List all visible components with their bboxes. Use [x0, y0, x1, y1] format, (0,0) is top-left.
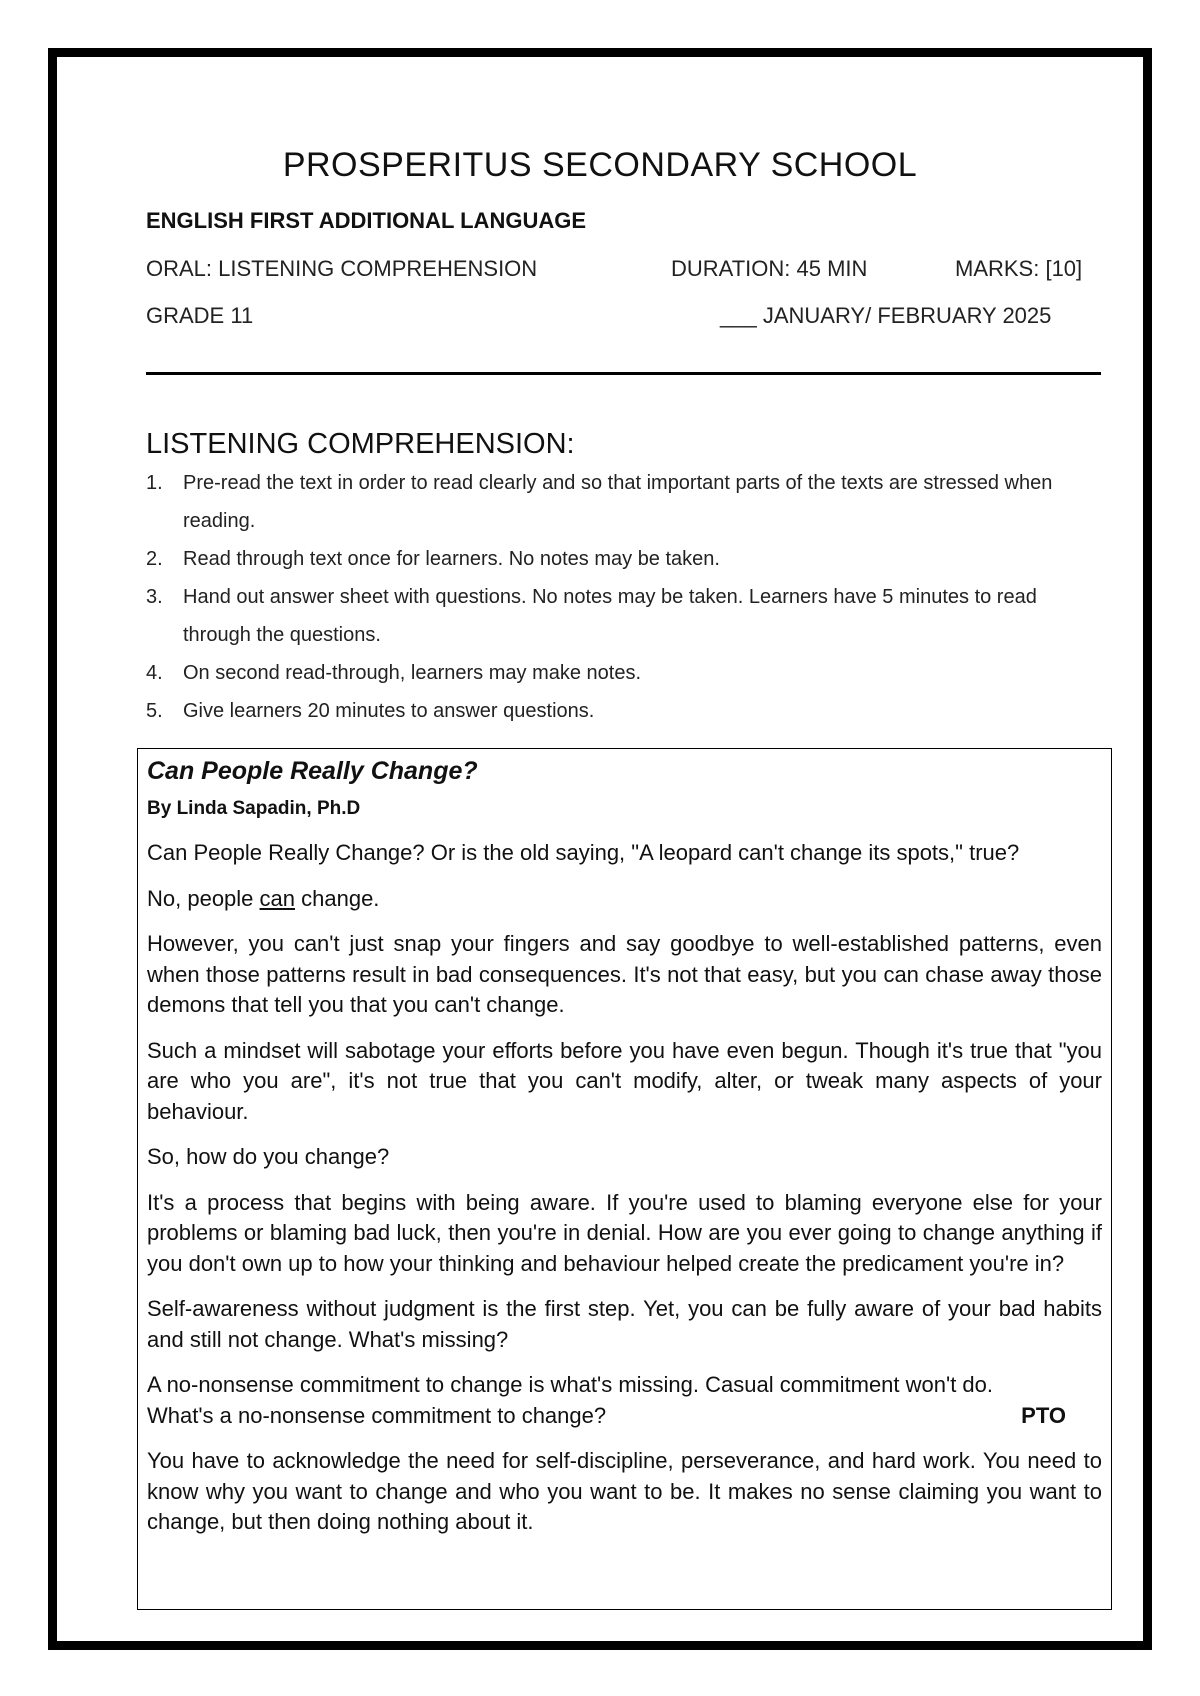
article-paragraph: You have to acknowledge the need for self-discipline, perseverance, and hard work. You need to know why you want to change and who you want to be. It makes no sense claiming you want to change, but then doing nothing about it.: [147, 1448, 1102, 1534]
subject-title: ENGLISH FIRST ADDITIONAL LANGUAGE: [146, 208, 586, 233]
article-paragraph: Such a mindset will sabotage your efforts before you have even begun. Though it's true that "you are who you are", it's not true that you can't modify, alter, or tweak many aspects of your behaviour.: [147, 1037, 1102, 1124]
paragraph-text: A no-nonsense commitment to change is what's missing. Casual commitment won't do.: [147, 1372, 994, 1397]
exam-date: ___ JANUARY/ FEBRUARY 2025: [720, 303, 1052, 328]
paragraph-text: change.: [295, 885, 380, 911]
instruction-number: 3.: [146, 586, 163, 608]
instruction-item: [146, 464, 1101, 540]
underlined-word: can: [259, 885, 296, 911]
instruction-text: Hand out answer sheet with questions. No notes may be taken. Learners have 5 minutes to read through the questions.: [183, 586, 1037, 646]
article-paragraph: However, you can't just snap your fingers and say goodbye to well-established patterns, even when those patterns result in bad consequences. It's not that easy, but you can chase away those demons that tell you that you can't change.: [147, 931, 1102, 1017]
instruction-number: 5.: [146, 700, 163, 722]
duration: DURATION: 45 MIN: [671, 256, 868, 281]
article-paragraph: [147, 884, 1102, 915]
instruction-text: Pre-read the text in order to read clearly and so that important parts of the texts are stressed when reading.: [183, 472, 1053, 532]
instruction-list: [146, 464, 1101, 730]
instruction-number: 2.: [146, 548, 163, 570]
article-paragraph: It's a process that begins with being aware. If you're used to blaming everyone else for your problems or blaming bad luck, then you're in denial. How are you ever going to change anything if you don't own up to how your thinking and behaviour helped create the predicament you're in?: [147, 1189, 1102, 1276]
section-title: LISTENING COMPREHENSION:: [146, 428, 575, 460]
article-paragraph: So, how do you change?: [147, 1144, 390, 1169]
instruction-text: On second read-through, learners may make notes.: [183, 662, 642, 684]
marks: MARKS: [10]: [955, 256, 1083, 281]
instruction-number: 1.: [146, 472, 163, 494]
instruction-text: Read through text once for learners. No notes may be taken.: [183, 548, 720, 570]
instruction-number: 4.: [146, 662, 163, 684]
instruction-item: [146, 692, 1101, 730]
instruction-item: [146, 654, 1101, 692]
grade: GRADE 11: [146, 303, 254, 328]
instruction-item: [146, 540, 1101, 578]
school-name: PROSPERITUS SECONDARY SCHOOL: [282, 146, 918, 184]
paragraph-text: No, people: [147, 885, 260, 911]
header-divider: [146, 372, 1101, 375]
article-box: [137, 748, 1112, 1610]
instruction-text: Give learners 20 minutes to answer questions.: [183, 700, 595, 722]
article-byline: By Linda Sapadin, Ph.D: [147, 798, 361, 819]
pto-label: PTO: [1021, 1402, 1066, 1428]
article-paragraph: Self-awareness without judgment is the first step. Yet, you can be fully aware of your bad habits and still not change. What's missing?: [147, 1296, 1102, 1352]
paragraph-text: What's a no-nonsense commitment to change?: [147, 1402, 607, 1428]
article-title: Can People Really Change?: [147, 757, 478, 785]
article-paragraph: Can People Really Change? Or is the old saying, "A leopard can't change its spots," true?: [147, 840, 1020, 865]
paper-title: ORAL: LISTENING COMPREHENSION: [146, 256, 538, 281]
instruction-item: [146, 578, 1101, 654]
article-paragraph: [147, 1370, 1102, 1431]
